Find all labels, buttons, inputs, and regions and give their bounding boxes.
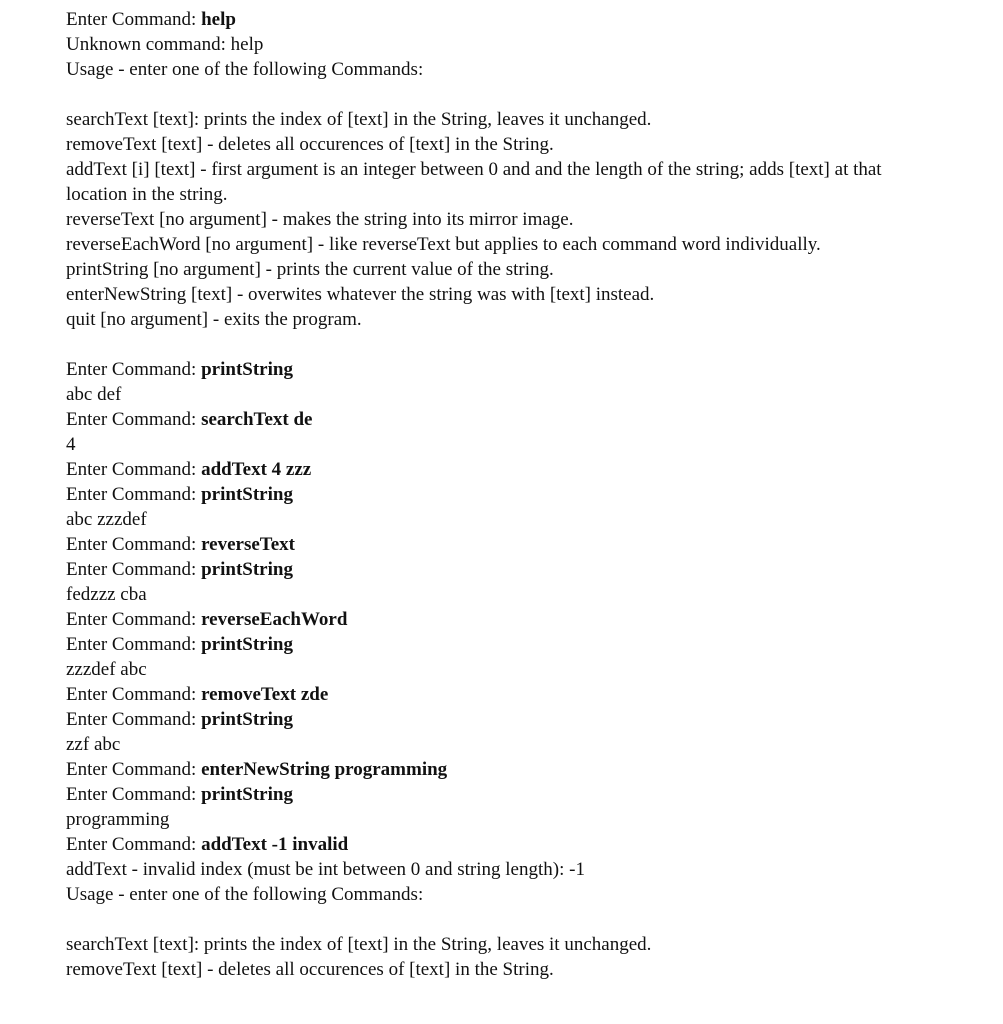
command-prompt-line — [66, 532, 946, 557]
output-line: 4 — [66, 434, 76, 455]
command-prompt-line — [66, 632, 946, 657]
output-line: Unknown command: help — [66, 34, 264, 55]
prompt-label: Enter Command: — [66, 709, 197, 730]
command-prompt-line — [66, 7, 946, 32]
command-prompt-line — [66, 707, 946, 732]
entered-command: printString — [201, 784, 293, 805]
blank-line — [66, 82, 946, 107]
output-line: addText [i] [text] - first argument is an integer between 0 and and the length of the string; adds [text] at that location in the string. — [66, 159, 887, 205]
output-line: searchText [text]: prints the index of [text] in the String, leaves it unchanged. — [66, 109, 652, 130]
output-line: searchText [text]: prints the index of [text] in the String, leaves it unchanged. — [66, 934, 652, 955]
prompt-label: Enter Command: — [66, 459, 197, 480]
command-prompt-line — [66, 407, 946, 432]
console-transcript — [66, 7, 946, 982]
command-prompt-line — [66, 607, 946, 632]
entered-command: help — [201, 9, 236, 30]
prompt-label: Enter Command: — [66, 409, 197, 430]
entered-command: addText -1 invalid — [201, 834, 349, 855]
command-prompt-line — [66, 557, 946, 582]
blank-line — [66, 332, 946, 357]
prompt-label: Enter Command: — [66, 784, 197, 805]
command-prompt-line — [66, 832, 946, 857]
prompt-label: Enter Command: — [66, 484, 197, 505]
blank-line — [66, 907, 946, 932]
command-prompt-line — [66, 682, 946, 707]
command-prompt-line — [66, 782, 946, 807]
entered-command: printString — [201, 484, 293, 505]
output-line: programming — [66, 809, 170, 830]
prompt-label: Enter Command: — [66, 559, 197, 580]
output-line: reverseText [no argument] - makes the string into its mirror image. — [66, 209, 574, 230]
prompt-label: Enter Command: — [66, 834, 197, 855]
output-line: printString [no argument] - prints the current value of the string. — [66, 259, 554, 280]
prompt-label: Enter Command: — [66, 9, 197, 30]
output-line: abc def — [66, 384, 122, 405]
prompt-label: Enter Command: — [66, 534, 197, 555]
command-prompt-line — [66, 757, 946, 782]
output-line: abc zzzdef — [66, 509, 147, 530]
output-line: Usage - enter one of the following Commands: — [66, 884, 424, 905]
command-prompt-line — [66, 457, 946, 482]
output-line: zzzdef abc — [66, 659, 147, 680]
entered-command: searchText de — [201, 409, 313, 430]
prompt-label: Enter Command: — [66, 759, 197, 780]
command-prompt-line — [66, 357, 946, 382]
output-line: Usage - enter one of the following Commands: — [66, 59, 424, 80]
entered-command: reverseText — [201, 534, 295, 555]
output-line: zzf abc — [66, 734, 121, 755]
entered-command: printString — [201, 359, 293, 380]
output-line: reverseEachWord [no argument] - like reverseText but applies to each command word individually. — [66, 234, 821, 255]
entered-command: printString — [201, 709, 293, 730]
command-prompt-line — [66, 482, 946, 507]
prompt-label: Enter Command: — [66, 684, 197, 705]
prompt-label: Enter Command: — [66, 359, 197, 380]
output-line: addText - invalid index (must be int between 0 and string length): -1 — [66, 859, 585, 880]
entered-command: removeText zde — [201, 684, 329, 705]
output-line: enterNewString [text] - overwites whatever the string was with [text] instead. — [66, 284, 655, 305]
prompt-label: Enter Command: — [66, 609, 197, 630]
entered-command: printString — [201, 559, 293, 580]
entered-command: printString — [201, 634, 293, 655]
output-line: removeText [text] - deletes all occurences of [text] in the String. — [66, 134, 554, 155]
entered-command: enterNewString programming — [201, 759, 448, 780]
entered-command: addText 4 zzz — [201, 459, 312, 480]
output-line: quit [no argument] - exits the program. — [66, 309, 362, 330]
output-line: removeText [text] - deletes all occurences of [text] in the String. — [66, 959, 554, 980]
entered-command: reverseEachWord — [201, 609, 348, 630]
output-line: fedzzz cba — [66, 584, 147, 605]
prompt-label: Enter Command: — [66, 634, 197, 655]
